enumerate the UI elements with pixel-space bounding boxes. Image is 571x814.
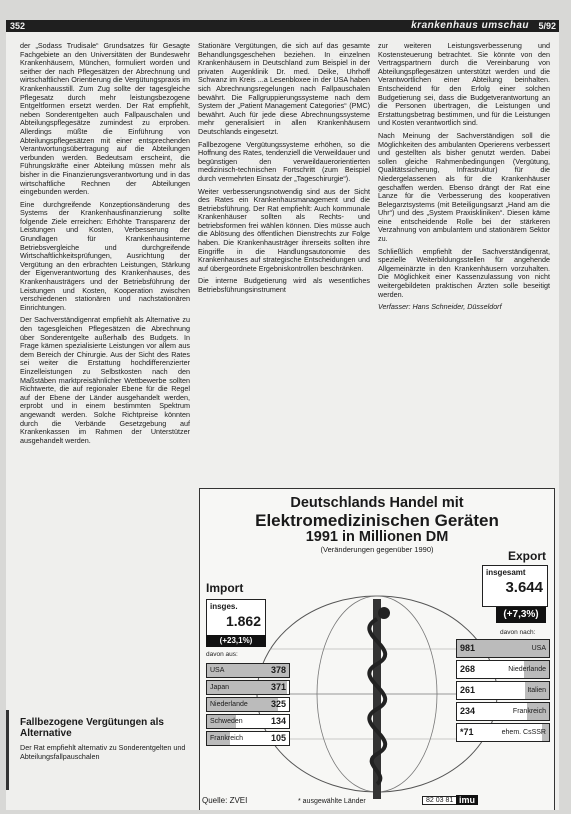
country-bar-row [206,697,290,712]
page-header [6,20,559,32]
country-bar-row [456,723,550,742]
country-value: 371 [270,682,286,692]
paragraph: Eine durchgreifende Konzeptionsänderung des Systems der Krankenhausfinanzierung sollte folgende Ziele erreichen: Erhöhte Transparenz der Leistungen und Kosten, Verbesserung der Grundlagen für Krankenhausinterne Betriebsvergleiche und durchgreifende Wirtschaftlichkeitsprüfungen, Ausrichtung der Vergütung an den erbrachten Leistungen, Stärkung der Eigenverantwortung des Krankenhauses, des Krankenhausträgers und der Betriebsführung der Leistungen und Kosten, Kooperation zwischen verschiedenen stationären und nachstationären Einrichtungen. [20,199,190,312]
chart-footnote: * ausgewählte Länder [298,798,366,805]
country-value: 234 [460,706,476,716]
country-name: ehem. CsSSR [501,729,546,736]
import-from-label: davon aus: [206,651,238,658]
country-value: 325 [270,699,286,709]
export-total-box [482,565,548,607]
paragraph: Schließlich empfiehlt der Sachverständigenrat, spezielle Weiterbildungsstellen für angehende Allgemeinärzte in den Krankenhäusern vorzuhalten. Die Möglichkeit einer Kassenzulassung von nicht weitergebildeten praktischen Ärzten solle beseitigt werden. [378,246,550,299]
paragraph: Fallbezogene Vergütungssysteme erhöhen, so die Hoffnung des Rates, tendenziell die Verweildauer und begünstigen den verweildauerorientierten medizinisch-technischen Fortschritt (zum Beispiel durch vermehrten Einsatz der „Tageschirurgie“). [198,139,370,183]
country-bar-row [456,660,550,679]
export-total-label: insgesamt [486,568,526,577]
country-name: Niederlande [210,701,248,708]
country-name: USA [210,667,225,674]
page-number: 352 [10,21,26,31]
title-line: 1991 in Millionen DM [305,529,449,545]
country-bar-row [456,702,550,721]
country-name: Schweden [210,718,243,725]
text-column-3 [378,42,550,482]
export-total-value: 3.644 [505,579,543,596]
export-to-label: davon nach: [500,629,536,636]
chart-code: 82 03 81 [422,796,457,805]
author-line: Verfasser: Hans Schneider, Düsseldorf [378,302,502,312]
country-value: 268 [460,664,476,674]
country-bar-row [456,639,550,658]
paragraph: Weiter verbesserungsnotwendig sind aus der Sicht des Rates ein Krankenhausmanagement und die Betriebsführung. Der Rat empfiehlt: Auch kommunale Krankenhäuser sollten als Rechts- und betriebsformen frei wählen können. Dies müsse auch die Ablösung des öffentlichen Dienstrechts zur Folge haben. Die Krankenhausträger ihrerseits sollten ihre Eingriffe in die Handlungsautonomie des Krankenhauses auf strategische Entscheidungen und auf übergeordnete Ergebniskontrollen beschränken. [198,186,370,273]
paragraph: Stationäre Vergütungen, die sich auf das gesamte Behandlungsgeschehen beziehen. In einzelnen Krankenhäusern in Deutschland zum Beispiel in der privaten Augenklinik Dr. med. Deike, Uhrhoff Schwanz im Kreis ...a Lesenbloxee in der USA haben sich Abrechnungsregelungen nach Fallpauschalen bewährt. Die Fallgruppierungssysteme nach dem System der „Patient Management Categories“ (PMC) bewährt. Auch für jede diese Abrechnungssysteme mehr generalisiert in allen Krankenhäusern Deutschlands eingesetzt. [198,42,370,136]
imu-logo: imu [456,795,478,805]
paragraph: Der Sachverständigenrat empfiehlt als Alternative zu den tagesgleichen Pflegesätzen die Abrechnung über Sonderentgelte außerhalb des Budgets. In Frage kämen spezialisierte Leistungen vor allem aus dem Bereich der Chirurgie. Aus der Sicht des Rates sei weiter die Erstattung hochdifferenzierter Einzelleistungen zu Selbstkosten nach den Maßstäben marktpreisähnlicher Wettbewerbe sollten Richtwerte, die auf regionaler Ebene für die Regel auf der Ebene der Länder ausgehandelt werden, erprobt und in einem bestimmten Spektrum angewandt werden. Solche Richtpreise könnten durch die Verbände Gesetzgebung auf Krankenkassen im Rahmen der Unterstützer ausgehandelt werden. [20,315,190,445]
export-change: (+7,3%) [496,607,546,623]
infographic-subtitle: (Veränderungen gegenüber 1990) [320,545,434,554]
country-bar-row [206,731,290,746]
country-name: Japan [210,684,230,691]
export-label: Export [507,549,546,563]
text-column-2 [198,42,370,482]
import-label: Import [206,581,244,595]
title-line: Deutschlands Handel mit [290,495,464,511]
country-value: 105 [270,733,286,743]
country-name: Frankreich [512,708,546,715]
import-total-label: insges. [210,602,238,611]
country-name: Niederlande [508,666,546,673]
country-value: 261 [460,685,476,695]
paragraph: zur weiteren Leistungsverbesserung und Kostensteuerung betrachtet. Sie könnte von den Vertragspartnern durch die Vereinbarung von Abteilungspflegesätzen unterstützt werden und die Verantwortlichen einer Abteilung beinhalten. Entscheidend für den Erfolg einer solchen Budgetierung sei, dass die Budgetverantwortung an die Personen übertragen, die Leistungen und Erstattungsbetrag bestimmen, und für die Leistungen und Kosten verantwortlich sind. [378,42,550,128]
country-value: 981 [460,643,476,653]
import-total-value: 1.862 [225,613,261,629]
country-name: Frankreich [210,735,244,742]
issue-number: 5/92 [538,21,556,31]
paragraph: der „Sodass Trudisale“ Grundsatzes für Gesagte Fachgebiete an den Universitäten der Bundeswehr Krankenhäusern, München, formuliert worden und seither der nach Pflegesätzen der Abrechnung und wirtschaftlichen Orientierung die Vergütungspraxis im Krankenhausstill. Zum Zug sollte der tagesgleiche Pflegesatz durch mehr leistungsbezogene Entgeltformen ersetzt werden. Der Rat empfiehlt, neben Sonderentgelten auch Fallpauschalen und Abteilungspflegesätze zumindest zu erproben. Allerdings müßte die Einführung von Abteilungspflegesätzen mit einer entsprechenden Verantwortungsübertragung auf die Abteilungen verbunden werden. Bedeutsam erscheint, die Führungskräfte einer Abteilung müssen mehr als bisher in die Finanzierungsverantwortung und in das wirtschaftliche Rechnen der Abteilungen eingebunden werden. [20,42,190,197]
subheading-lede: Der Rat empfiehlt alternativ zu Sonderentgelten und Abteilungsfallpauschalen [20,744,186,761]
country-value: 378 [270,665,286,675]
infographic-title [200,495,554,546]
import-total-box [206,599,266,637]
country-name: Italien [527,687,546,694]
chart-source: Quelle: ZVEI [202,796,248,805]
magazine-title: krankenhaus umschau [411,20,529,31]
paragraph: Die interne Budgetierung wird als wesentliches Betriebsführungsinstrument [198,276,370,295]
margin-rule [6,710,9,790]
subheading: Fallbezogene Vergütungen als Alternative [20,717,164,739]
country-bar-row [206,714,290,729]
country-bar-row [456,681,550,700]
country-bar-row [206,680,290,695]
country-name: USA [531,645,546,652]
infographic [199,488,555,810]
paragraph: Nach Meinung der Sachverständigen soll die Möglichkeiten des ambulanten Operierens verbessert und gestellten als bisher genutzt werden. Dabei sollen gleiche Rahmenbedingungen (Vergütung, Qualitätssicherung, Infrastruktur) für die Niedergelassenen als für die Krankenhäuser geschaffen werden. Ebenso drängt der Rat eine Lanze für die Verbesserung des kooperativen Belegarztsystems (mit Beteiligungsarzt „Hand am die Uhr“) und des „System Praxiskliniken“. Diesen käme eine entscheidende Rolle bei der stärkeren Verzahnung von ambulantem und stationärem Sektor zu. [378,130,550,244]
country-value: 134 [270,716,286,726]
title-line: Elektromedizinischen Geräten [255,511,499,530]
import-change: (+23,1%) [206,635,266,647]
page [6,20,559,810]
country-bar-row [206,663,290,678]
country-value: *71 [460,727,474,737]
text-column-1 [20,42,190,712]
